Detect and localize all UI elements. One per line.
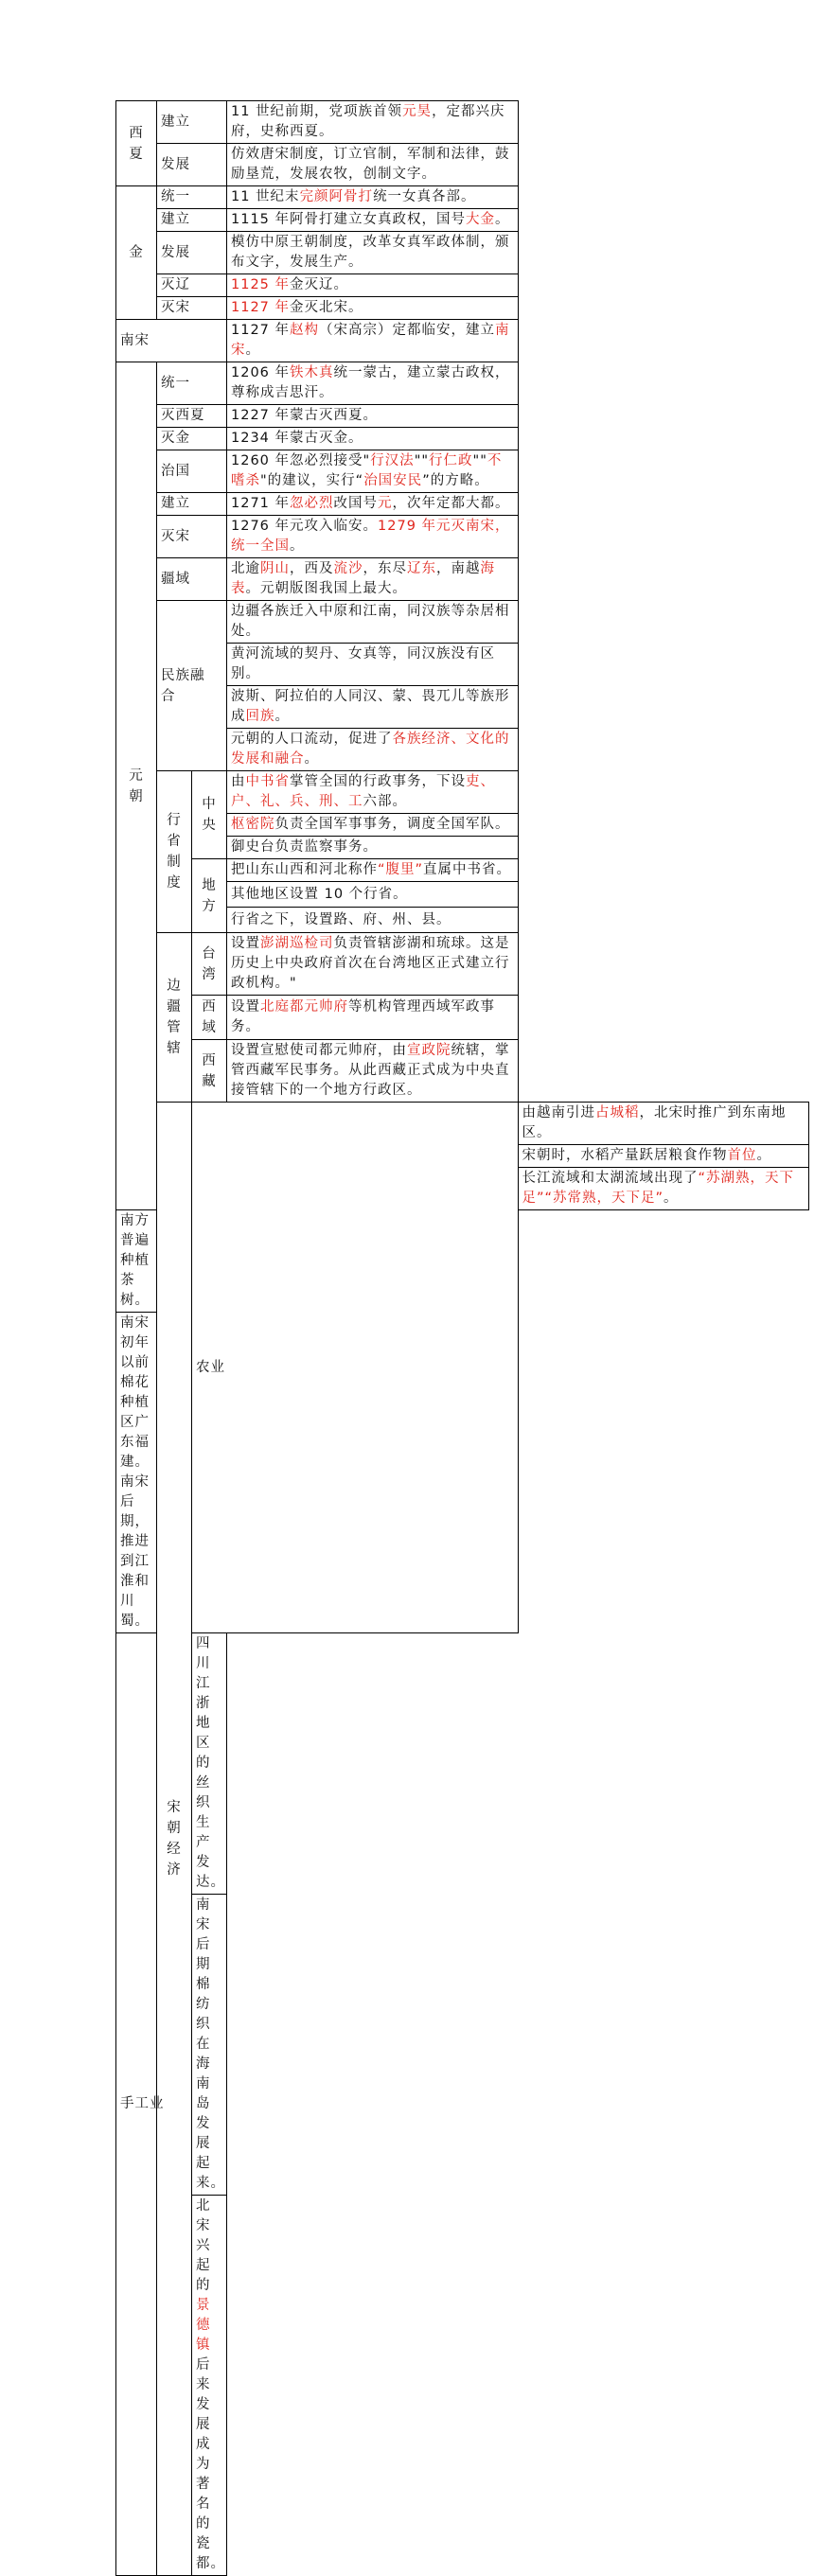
table-row	[116, 493, 809, 516]
row-content	[227, 493, 519, 516]
row-content	[227, 814, 519, 837]
label-text: 西	[202, 1052, 217, 1068]
highlight: 1279 年元灭南宋，统一全国	[231, 519, 510, 554]
label-text: 制	[167, 855, 182, 870]
table-row	[116, 450, 809, 493]
row-content: 黄河流域的契丹、女真等，同汉族没有区别。	[227, 644, 519, 686]
highlight: 回族	[245, 709, 275, 724]
sub-label-xiyu	[192, 996, 227, 1040]
row-label: 统一	[157, 362, 227, 405]
table-row	[116, 297, 809, 320]
highlight: “腹里”	[378, 862, 424, 877]
row-content	[227, 232, 519, 274]
label-text: 民族融	[161, 667, 205, 683]
row-content	[227, 516, 519, 558]
label-text: 湾	[202, 966, 217, 982]
row-content	[227, 144, 519, 186]
table-row	[116, 1103, 809, 1145]
text: ，南越	[436, 561, 481, 576]
table-row	[116, 933, 809, 996]
text: 设置宣慰使司都元帅府，由	[231, 1043, 407, 1058]
table-row	[116, 2196, 809, 2576]
text: 北宋兴起的	[196, 2198, 211, 2293]
text: 1206 年	[231, 365, 291, 380]
highlight: 不嗜杀	[231, 453, 503, 488]
table-row	[116, 996, 809, 1040]
text: 金灭辽。	[290, 277, 349, 292]
row-content	[227, 101, 519, 144]
row-content	[227, 450, 519, 493]
text: （宋高宗）定都临安，建立	[319, 323, 496, 338]
highlight: 铁木真	[290, 365, 334, 380]
text: 把山东山西和河北称作	[231, 862, 378, 877]
row-label: 灭宋	[157, 516, 227, 558]
text: ，定都兴庆府，史称西夏。	[231, 104, 505, 139]
sub-label-xizang	[192, 1040, 227, 1103]
highlight: 宣政院	[407, 1043, 451, 1058]
row-label: 建立	[157, 101, 227, 144]
label-text: 中	[202, 797, 217, 812]
text: ""	[414, 453, 430, 468]
dynasty-jin: 金	[116, 186, 157, 320]
row-content: 南宋后期棉纺织在海南岛发展起来。	[192, 1895, 227, 2196]
row-label: 发展	[157, 144, 227, 186]
highlight: 辽东	[407, 561, 436, 576]
label-text: 朝	[167, 1821, 182, 1836]
highlight: 各族经济、文化的发展和融合	[231, 732, 510, 767]
highlight: 元	[378, 496, 393, 511]
row-label: 灭西夏	[157, 405, 227, 428]
dynasty-nansong: 南宋	[116, 320, 227, 362]
text: 负责管辖澎湖和琉球。这是历史上中央政府首次在台湾地区正式建立行政机构。"	[231, 936, 510, 991]
text: ”的方略。	[422, 473, 489, 488]
highlight: 忽必烈	[290, 496, 334, 511]
row-label-xingsheng	[157, 771, 192, 933]
row-content	[227, 362, 519, 405]
text: 设置	[231, 999, 260, 1015]
text: 统一蒙古，建立蒙古政权，尊称成吉思汗。	[231, 365, 510, 400]
table-row	[116, 232, 809, 274]
row-content	[227, 771, 519, 814]
text: 1115 年阿骨打建立女真政权，国号	[231, 212, 467, 227]
text: 。	[245, 343, 260, 358]
text: 掌管全国的行政事务，下设	[290, 774, 466, 789]
highlight: 治国安民	[363, 473, 423, 488]
row-content	[227, 274, 519, 297]
table-row	[116, 1895, 809, 2196]
text: 仿效唐宋制度，订立官制，军制和法律，鼓励垦荒，发展农牧，创制文字。	[231, 147, 510, 182]
label-text: 省	[167, 834, 182, 849]
highlight: 1127 年	[231, 300, 291, 315]
label-text: 域	[202, 1020, 217, 1035]
row-content	[227, 320, 519, 362]
label-text: 辖	[167, 1041, 182, 1056]
row-content	[227, 297, 519, 320]
row-label-shougongye: 手工业	[116, 1633, 192, 2576]
row-content: 御史台负责监察事务。	[227, 837, 519, 859]
row-label: 发展	[157, 232, 227, 274]
text: 直属中书省。	[423, 862, 512, 877]
label-text: 方	[202, 898, 217, 914]
text: 负责全国军事事务，调度全国军队。	[274, 817, 510, 832]
row-content	[227, 933, 519, 996]
label-text: 度	[167, 875, 182, 891]
text: 等机构管理西域军政事务。	[231, 999, 495, 1034]
table-row	[116, 771, 809, 814]
highlight: “苏湖熟，天下足”“苏常熟，天下足”	[522, 1171, 795, 1206]
table-row	[116, 558, 809, 601]
text: 。	[664, 1191, 679, 1206]
text: 统一女真各部。	[373, 189, 476, 204]
highlight: 北庭都元帅府	[260, 999, 348, 1015]
text: 波斯、阿拉伯的人同汉、蒙、畏兀儿等族形成	[231, 689, 510, 724]
row-content: 行省之下，设置路、府、州、县。	[227, 908, 519, 933]
text: 模仿中原王朝制度，改革女真军政体制，颁布文字，发展生产。	[231, 235, 510, 270]
table-row	[116, 209, 809, 232]
dynasty-yuan	[116, 362, 157, 1210]
table-row	[116, 362, 809, 405]
label-text: 济	[167, 1862, 182, 1878]
sub-label-taiwan	[192, 933, 227, 996]
history-table	[115, 100, 809, 2576]
row-content	[518, 1145, 809, 1168]
text: 金灭北宋。	[290, 300, 363, 315]
text: 宋朝时，水稻产量跃居粮食作物	[522, 1148, 728, 1163]
label-text: 宋	[167, 1800, 182, 1815]
sub-label-difang	[192, 859, 227, 933]
highlight: 景德镇	[196, 2298, 211, 2353]
highlight: 吏、户、礼、兵、刑、工	[231, 774, 495, 809]
table-row	[116, 144, 809, 186]
highlight: 首位	[727, 1148, 757, 1163]
text: 1127 年	[231, 323, 291, 338]
highlight: 阴山	[260, 561, 290, 576]
highlight: 海表	[231, 561, 495, 596]
dynasty-name: 夏	[129, 146, 144, 162]
highlight: 大金	[466, 212, 496, 227]
row-content: 其他地区设置 10 个行省。	[227, 882, 519, 908]
table-row	[116, 274, 809, 297]
row-content: 1234 年蒙古灭金。	[227, 428, 519, 450]
text: 改国号	[333, 496, 379, 511]
dynasty-name: 西	[129, 125, 144, 141]
dynasty-xixia	[116, 101, 157, 186]
label-text: 行	[167, 813, 182, 828]
row-content	[227, 1040, 519, 1103]
highlight: 元昊	[402, 104, 433, 119]
text: ，次年定都大都。	[392, 496, 510, 511]
text: 11 世纪前期，党项族首领	[231, 104, 403, 119]
row-label-nongye: 农业	[192, 1103, 519, 1633]
label-text: 台	[202, 945, 217, 962]
highlight: 行汉法	[370, 453, 415, 468]
table-row	[116, 601, 809, 644]
label-text: 边	[167, 979, 182, 994]
label-text: 地	[202, 877, 217, 893]
text: 1276 年元攻入临安。	[231, 519, 379, 534]
row-label: 灭宋	[157, 297, 227, 320]
row-label: 灭辽	[157, 274, 227, 297]
label-text: 疆	[167, 999, 182, 1015]
text: ，北宋时推广到东南地区。	[522, 1105, 787, 1140]
highlight: 枢密院	[231, 817, 275, 832]
text: 。	[274, 709, 290, 724]
text: "的建议，实行“	[260, 473, 364, 488]
row-content	[227, 209, 519, 232]
row-content	[227, 859, 519, 882]
row-content: 南方普遍种植茶树。	[116, 1210, 157, 1313]
text: 后来发展成为著名的瓷都。	[196, 2357, 225, 2571]
row-content: 四川江浙地区的丝织生产发达。	[192, 1633, 227, 1895]
highlight: 完颜阿骨打	[299, 189, 374, 204]
row-label: 治国	[157, 450, 227, 493]
text: 1271 年	[231, 496, 291, 511]
dynasty-name: 元	[129, 768, 144, 784]
row-content	[227, 996, 519, 1040]
row-content: 南宋初年以前棉花种植区广东福建。南宋后期，推进到江淮和川蜀。	[116, 1313, 157, 1633]
highlight: 中书省	[245, 774, 290, 789]
table-row	[116, 405, 809, 428]
table-row	[116, 516, 809, 558]
row-content: 1227 年蒙古灭西夏。	[227, 405, 519, 428]
text: 1260 年忽必烈接受"	[231, 453, 371, 468]
text: 。元朝版图我国上最大。	[245, 581, 407, 596]
row-content	[518, 1103, 809, 1145]
label-text: 管	[167, 1020, 182, 1035]
text: 统辖，掌管西藏军民事务。从此西藏正式成为中央直接管辖下的一个地方行政区。	[231, 1043, 510, 1098]
text: ，东尽	[363, 561, 407, 576]
row-content	[227, 686, 519, 729]
table-row	[116, 428, 809, 450]
text: 。	[756, 1148, 771, 1163]
sub-label-zhongyang	[192, 771, 227, 859]
row-content	[227, 729, 519, 771]
row-content	[227, 186, 519, 209]
row-content	[227, 558, 519, 601]
text: 设置	[231, 936, 260, 951]
row-label: 疆域	[157, 558, 227, 601]
row-content	[518, 1168, 809, 1210]
table-row	[116, 1040, 809, 1103]
highlight: 南宋	[231, 323, 510, 358]
text: 。	[304, 751, 319, 767]
text: 11 世纪末	[231, 189, 300, 204]
highlight: 赵构	[290, 323, 320, 338]
text: ，西及	[290, 561, 334, 576]
highlight: 占城稻	[595, 1105, 640, 1120]
table-row	[116, 320, 809, 362]
text: 北逾	[231, 561, 260, 576]
row-label-bianjiang	[157, 933, 192, 1103]
table-row	[116, 1633, 809, 1895]
table-row	[116, 859, 809, 882]
label-text: 合	[161, 688, 176, 704]
row-content: 边疆各族迁入中原和江南，同汉族等杂居相处。	[227, 601, 519, 644]
row-label: 灭金	[157, 428, 227, 450]
label-text: 藏	[202, 1073, 217, 1089]
text: 。	[290, 538, 305, 554]
label-text: 经	[167, 1842, 182, 1857]
row-label: 统一	[157, 186, 227, 209]
text: 由	[231, 774, 246, 789]
text: 六部。	[363, 794, 407, 809]
row-label: 建立	[157, 209, 227, 232]
row-content	[192, 2196, 227, 2576]
text: 元朝的人口流动，促进了	[231, 732, 393, 747]
text: 长江流域和太湖流域出现了	[522, 1171, 699, 1186]
label-text: 西	[202, 999, 217, 1015]
highlight: 行仁政	[429, 453, 473, 468]
table-row	[116, 101, 809, 144]
text: 。	[495, 212, 510, 227]
label-text: 央	[202, 818, 217, 833]
highlight: 流沙	[333, 561, 363, 576]
highlight: 澎湖巡检司	[260, 936, 334, 951]
text: ""	[472, 453, 487, 468]
row-label: 建立	[157, 493, 227, 516]
dynasty-name: 朝	[129, 788, 144, 804]
text: 由越南引进	[522, 1105, 595, 1120]
table-row	[116, 186, 809, 209]
row-label-minzu	[157, 601, 227, 771]
highlight: 1125 年	[231, 277, 291, 292]
